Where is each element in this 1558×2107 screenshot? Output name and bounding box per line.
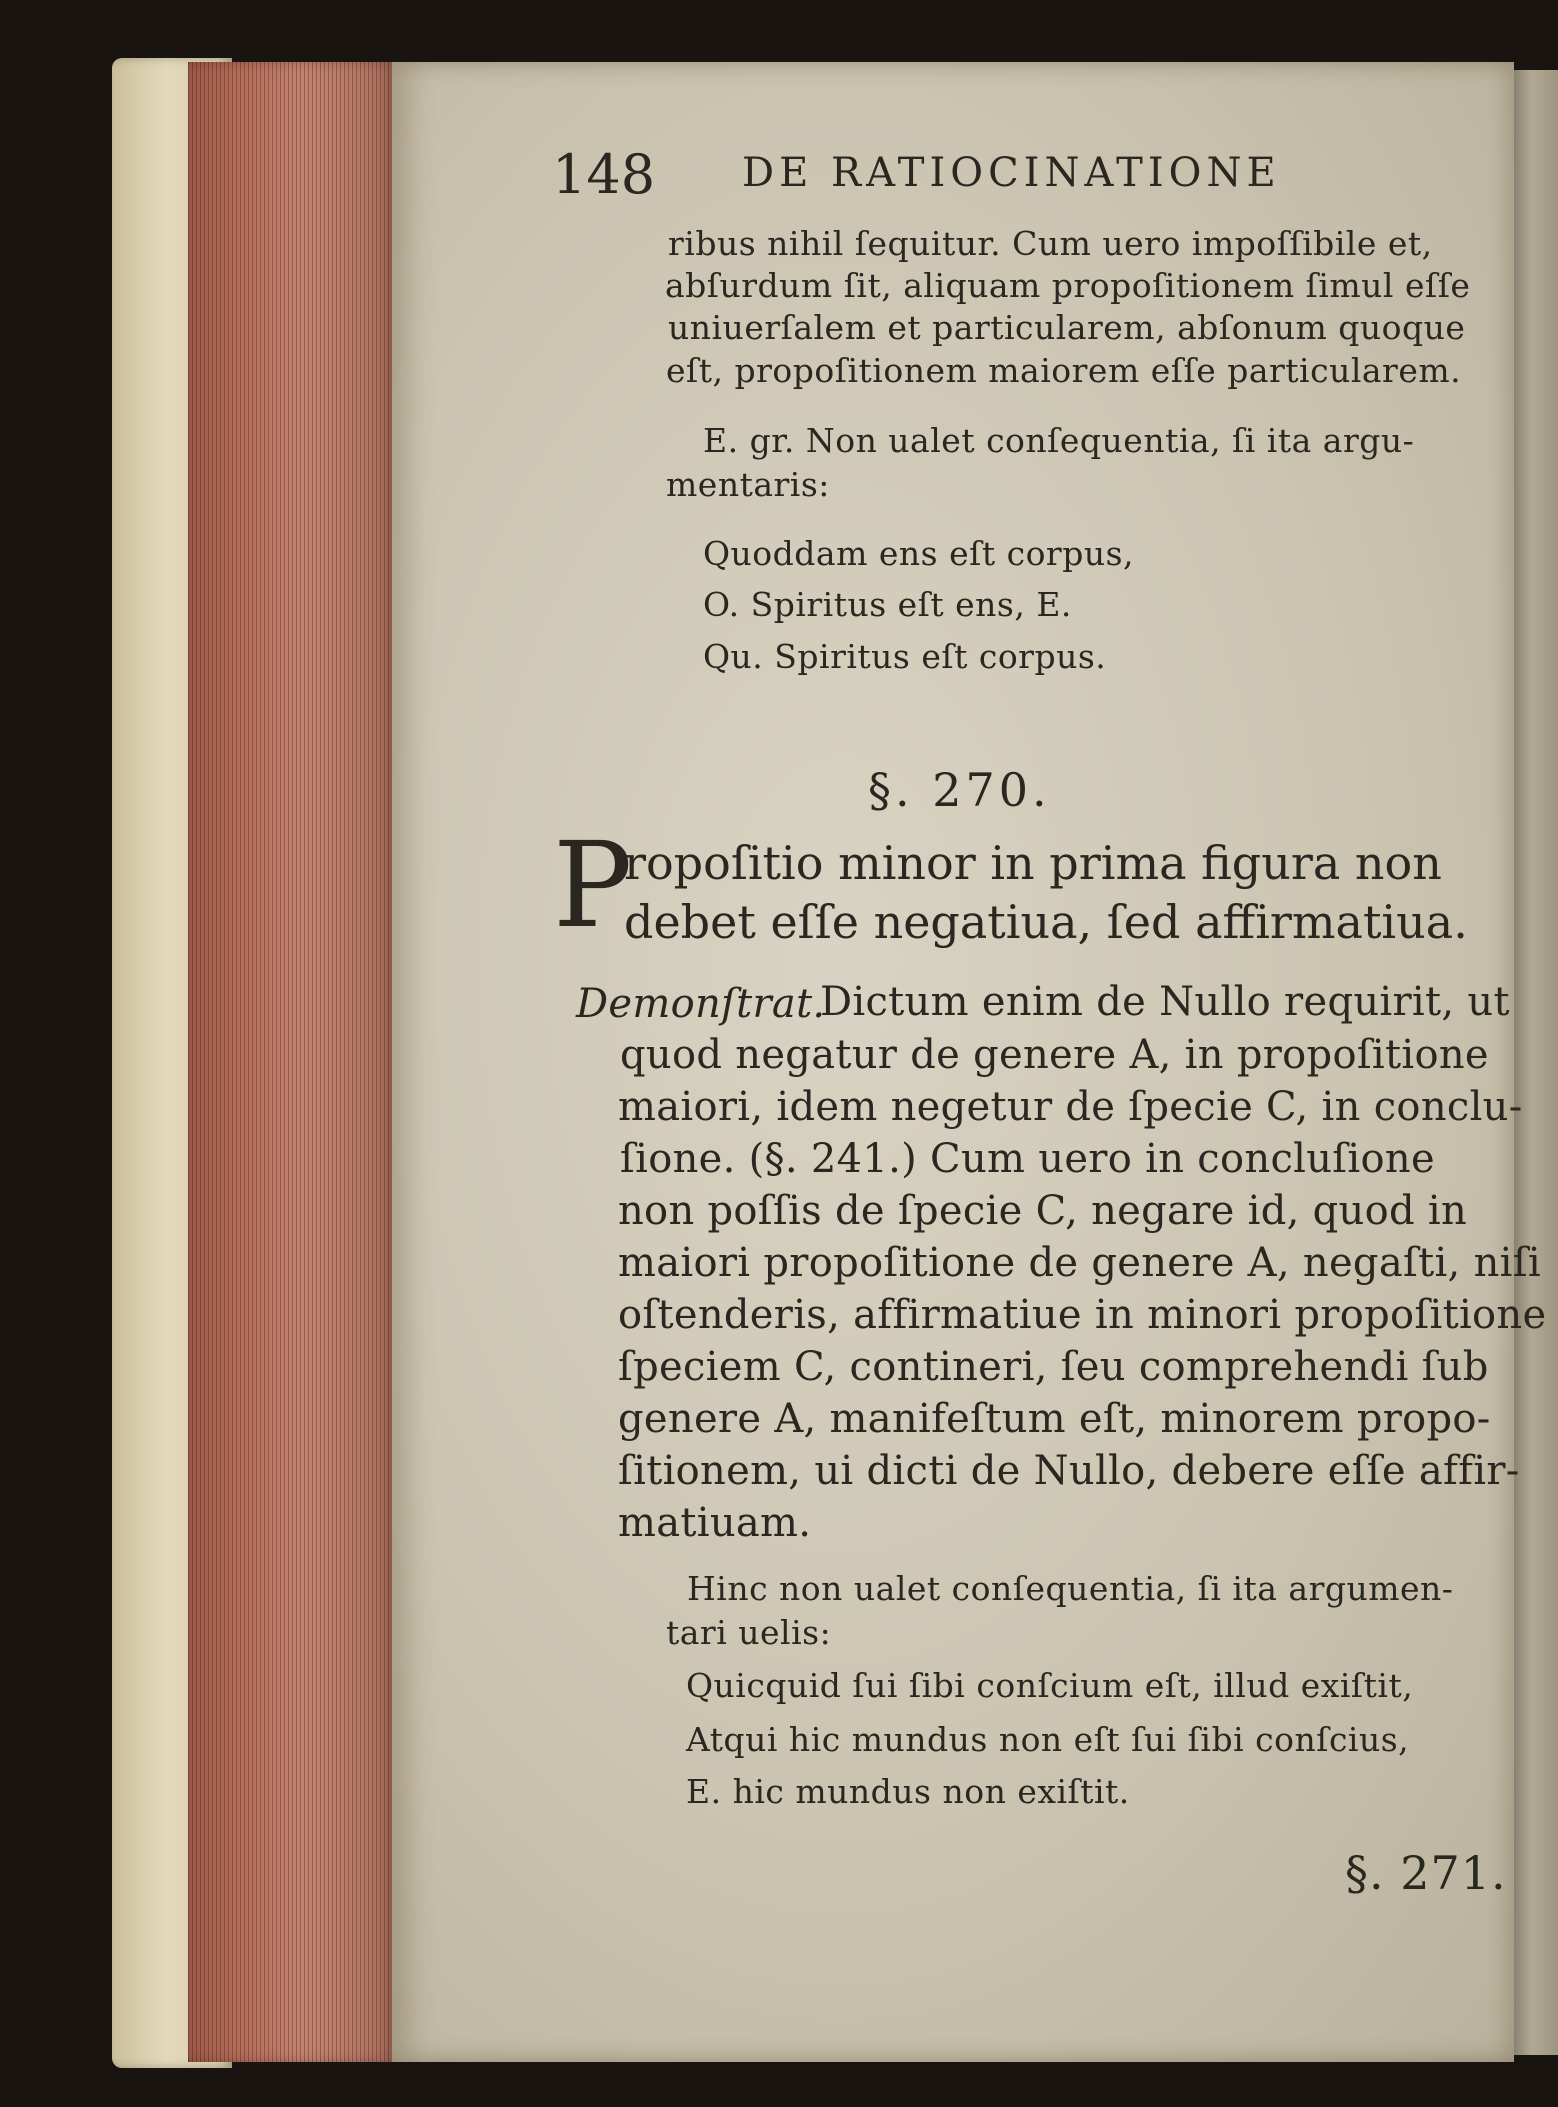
- text-line: E. gr. Non ualet conſequentia, ſi ita argu-: [703, 421, 1415, 460]
- text-line: matiuam.: [618, 1500, 812, 1546]
- syllogism-line: O. Spiritus eſt ens, E.: [703, 585, 1072, 624]
- text-line: Dictum enim de Nullo requirit, ut: [820, 979, 1510, 1025]
- running-title: DE RATIOCINATIONE: [742, 150, 1281, 196]
- text-line: Hinc non ualet conſequentia, ſi ita argumen-: [687, 1569, 1454, 1608]
- syllogism-line: Quoddam ens eſt corpus,: [703, 534, 1135, 573]
- text-line: genere A, manifeſtum eſt, minorem propo-: [618, 1396, 1491, 1442]
- text-line: ſpeciem C, contineri, ſeu comprehendi ſub: [618, 1344, 1489, 1390]
- catchword: §. 271.: [1345, 1846, 1507, 1900]
- text-line: non poſſis de ſpecie C, negare id, quod in: [618, 1188, 1468, 1234]
- text-line: maiori, idem negetur de ſpecie C, in conclu-: [618, 1084, 1523, 1130]
- text-line: ribus nihil ſequitur. Cum uero impoſſibile et,: [668, 224, 1433, 263]
- text-line: ſione. (§. 241.) Cum uero in concluſione: [620, 1136, 1435, 1182]
- demonstration-label: Demonſtrat.: [576, 981, 826, 1027]
- section-heading: §. 270.: [868, 763, 1051, 817]
- syllogism-line: Qu. Spiritus eſt corpus.: [703, 637, 1107, 676]
- syllogism-line: Atqui hic mundus non eſt ſui ſibi conſcius,: [686, 1720, 1410, 1759]
- text-line: uniuerſalem et particularem, abſonum quoque: [668, 308, 1466, 347]
- red-page-edges: [188, 62, 398, 2062]
- page-number: 148: [552, 143, 656, 206]
- syllogism-line: E. hic mundus non exiſtit.: [686, 1772, 1130, 1811]
- lead-line: debet eſſe negatiua, ſed affirmatiua.: [624, 895, 1468, 949]
- text-line: eſt, propoſitionem maiorem eſſe particularem.: [666, 351, 1462, 390]
- text-line: quod negatur de genere A, in propoſitione: [620, 1032, 1489, 1078]
- text-line: oſtenderis, affirmatiue in minori propoſitione: [618, 1292, 1547, 1338]
- text-line: mentaris:: [666, 465, 830, 504]
- lead-line: ropoſitio minor in prima figura non: [624, 836, 1442, 890]
- text-line: abſurdum ſit, aliquam propoſitionem ſimul eſſe: [665, 266, 1471, 305]
- facing-page-edge: [1514, 70, 1558, 2055]
- text-line: maiori propoſitione de genere A, negaſti, niſi: [618, 1240, 1541, 1286]
- text-line: tari uelis:: [666, 1613, 832, 1652]
- text-line: ſitionem, ui dicti de Nullo, debere eſſe affir-: [618, 1448, 1520, 1494]
- drop-cap: P: [553, 816, 633, 954]
- syllogism-line: Quicquid ſui ſibi conſcium eſt, illud exiſtit,: [686, 1666, 1414, 1705]
